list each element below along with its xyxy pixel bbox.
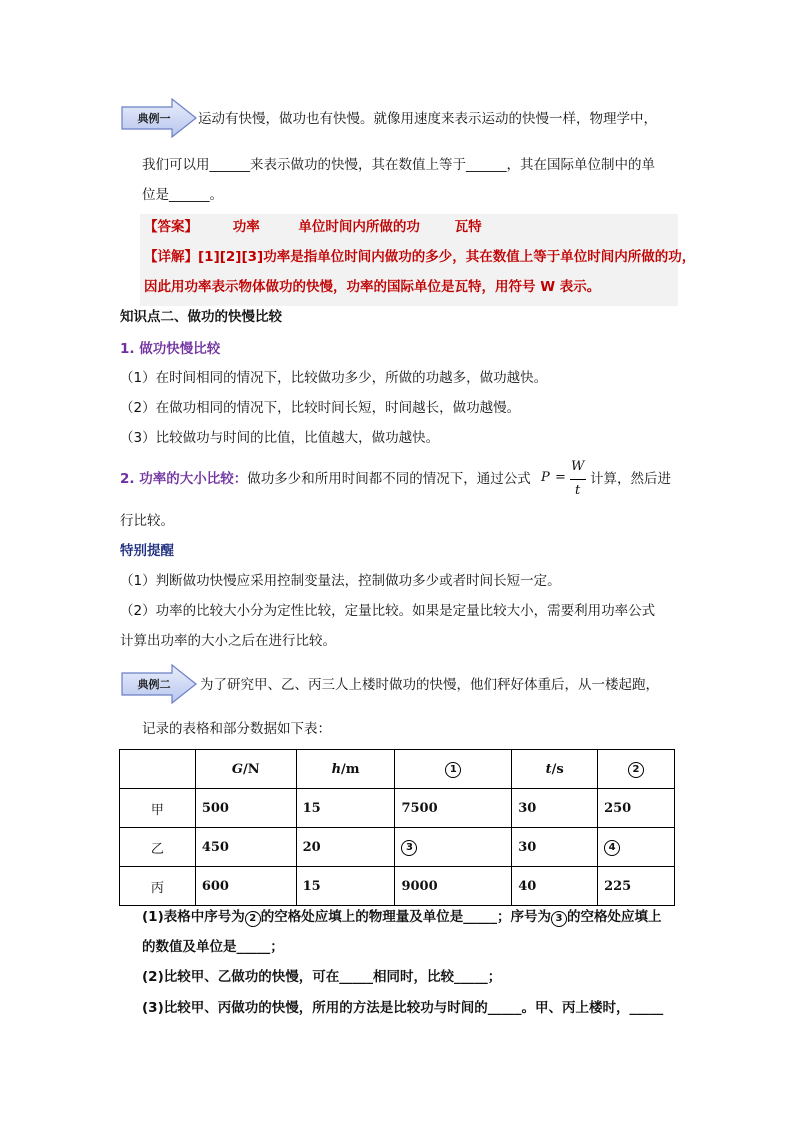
table-cell: 9000 — [395, 867, 512, 906]
example1-line3: 位是______。 — [142, 187, 223, 203]
table-cell — [395, 828, 512, 867]
detail-line1 — [144, 248, 695, 266]
circled-4: 4 — [604, 840, 620, 856]
table-header-cell — [395, 750, 512, 789]
table-cell: 450 — [195, 828, 296, 867]
table-cell: 丙 — [120, 867, 196, 906]
tip-3: 计算出功率的大小之后在进行比较。 — [120, 633, 336, 649]
table-row — [120, 828, 675, 867]
answer-value-1: 功率 — [232, 219, 260, 235]
table-header-cell: t/s — [512, 750, 598, 789]
question-2: (2)比较甲、乙做功的快慢，可在_____相同时，比较_____； — [142, 969, 502, 985]
table-cell: 30 — [512, 828, 598, 867]
item-3: （3）比较做功与时间的比值，比值越大，做功越快。 — [120, 430, 440, 446]
question-1-a: (1)表格中序号为 — [142, 909, 245, 925]
table-cell: 7500 — [395, 789, 512, 828]
detail-line2: 因此用功率表示物体做功的快慢，功率的国际单位是瓦特，用符号 W 表示。 — [144, 279, 601, 295]
table-row — [120, 789, 675, 828]
section-title: 知识点二、做功的快慢比较 — [120, 309, 282, 325]
table-row — [120, 867, 675, 906]
data-table — [119, 749, 675, 906]
table-cell: 30 — [512, 789, 598, 828]
table-cell: 15 — [296, 789, 395, 828]
subsection-2-line — [120, 470, 531, 488]
table-header-cell — [120, 750, 196, 789]
table-cell: 600 — [195, 867, 296, 906]
example1-line2: 我们可以用______来表示做功的快慢，其在数值上等于______，其在国际单位制中的单 — [142, 157, 655, 173]
formula-denominator: t — [575, 483, 581, 498]
formula-p: P — [541, 470, 550, 485]
question-1-line2: 的数值及单位是_____； — [142, 939, 284, 955]
table-header-cell: h/m — [296, 750, 395, 789]
table-header-cell: G/N — [195, 750, 296, 789]
formula-numerator: W — [571, 459, 585, 474]
answer-label: 【答案】 — [144, 219, 198, 235]
example1-badge-label: 典例一 — [137, 112, 171, 125]
circled-3-inline: 3 — [551, 911, 567, 927]
example1-badge — [120, 98, 198, 138]
tip-2: （2）功率的比较大小分为定性比较，定量比较。如果是定量比较大小，需要利用功率公式 — [120, 603, 656, 619]
answer-value-2: 单位时间内所做的功 — [298, 219, 420, 235]
tip-title: 特别提醒 — [120, 543, 174, 559]
subsection-1-title: 1. 做功快慢比较 — [120, 341, 221, 357]
question-3: (3)比较甲、丙做功的快慢，所用的方法是比较功与时间的_____。甲、丙上楼时，_____ — [142, 1000, 664, 1016]
circled-2-inline: 2 — [245, 911, 261, 927]
answer-value-3: 瓦特 — [454, 219, 482, 235]
subsection-2-text: 做功多少和所用时间都不同的情况下，通过公式 — [247, 471, 531, 487]
table-cell: 20 — [296, 828, 395, 867]
table-cell: 乙 — [120, 828, 196, 867]
circled-3: 3 — [401, 840, 417, 856]
table-header-cell — [598, 750, 675, 789]
answer-line — [144, 218, 482, 236]
circled-1: 1 — [445, 762, 461, 778]
table-header-row — [120, 750, 675, 789]
subsection-2-text-b: 计算，然后进 — [590, 471, 671, 487]
detail-text1: [1][2][3]功率是指单位时间内做功的多少，其在数值上等于单位时间内所做的功， — [198, 249, 696, 265]
example2-line1: 为了研究甲、乙、丙三人上楼时做功的快慢，他们秤好体重后，从一楼起跑， — [200, 677, 659, 693]
table-cell: 15 — [296, 867, 395, 906]
question-1-c: 的空格处应填上 — [566, 909, 662, 925]
example1-line1: 运动有快慢，做功也有快慢。就像用速度来表示运动的快慢一样，物理学中， — [198, 111, 657, 127]
subsection-2-title: 2. 功率的大小比较： — [120, 471, 248, 487]
item-2: （2）在做功相同的情况下，比较时间长短，时间越长，做功越慢。 — [120, 400, 521, 416]
table-cell: 250 — [598, 789, 675, 828]
question-1-b: 的空格处应填上的物理量及单位是_____；序号为 — [260, 909, 551, 925]
question-1-line1 — [142, 908, 661, 927]
formula-fraction-bar — [570, 479, 586, 480]
detail-label: 【详解】 — [144, 249, 198, 265]
subsection-2-line2: 行比较。 — [120, 513, 174, 529]
tip-1: （1）判断做功快慢应采用控制变量法，控制做功多少或者时间长短一定。 — [120, 573, 561, 589]
table-cell: 40 — [512, 867, 598, 906]
circled-2: 2 — [628, 762, 644, 778]
example2-badge — [120, 664, 198, 704]
formula-eq: = — [555, 470, 566, 485]
table-cell: 甲 — [120, 789, 196, 828]
table-cell — [598, 828, 675, 867]
table-cell: 225 — [598, 867, 675, 906]
item-1: （1）在时间相同的情况下，比较做功多少，所做的功越多，做功越快。 — [120, 370, 548, 386]
table-cell: 500 — [195, 789, 296, 828]
example2-badge-label: 典例二 — [137, 678, 171, 691]
example2-line2: 记录的表格和部分数据如下表： — [142, 721, 331, 737]
